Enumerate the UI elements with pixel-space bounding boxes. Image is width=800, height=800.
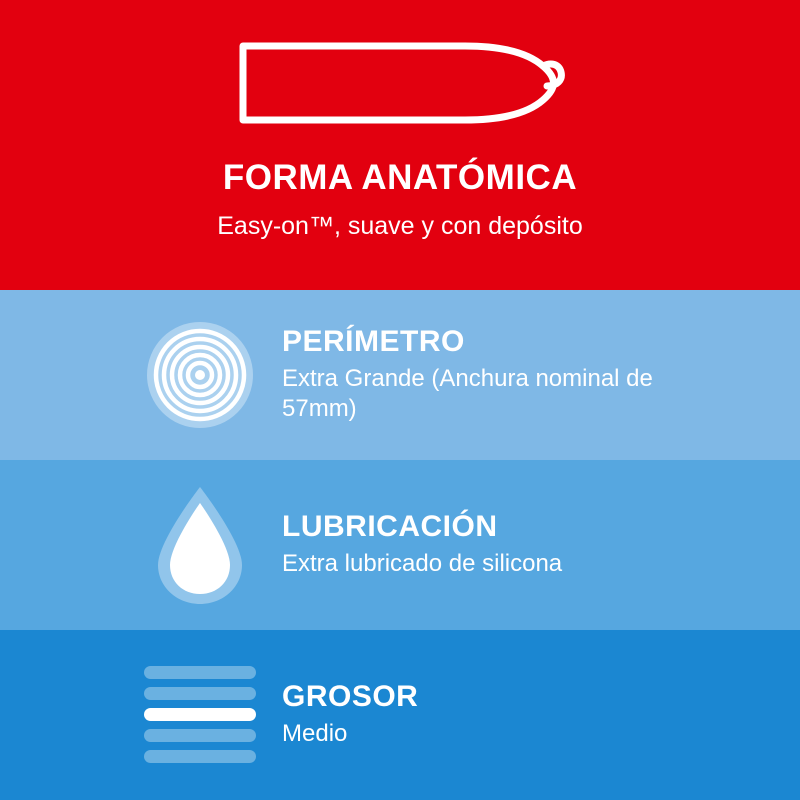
- water-drop-icon: [140, 483, 260, 608]
- feature-description: Medio: [282, 719, 348, 747]
- feature-description: Extra lubricado de silicona: [282, 549, 563, 577]
- feature-text-perimetro: [282, 326, 712, 424]
- concentric-circles-icon: [140, 320, 260, 430]
- condom-outline-icon: [235, 28, 565, 138]
- feature-text-grosor: [282, 681, 418, 749]
- hero-section: [0, 0, 800, 290]
- feature-description: Extra Grande (Anchura nominal de 57mm): [282, 364, 653, 422]
- hero-subtitle: Easy-on™, suave y con depósito: [217, 212, 583, 240]
- feature-row-perimetro: [0, 290, 800, 460]
- feature-row-lubricacion: [0, 460, 800, 630]
- feature-title: PERÍMETRO: [282, 325, 465, 359]
- feature-title: GROSOR: [282, 680, 419, 714]
- feature-text-lubricacion: [282, 511, 562, 579]
- thickness-bars-icon: [140, 660, 260, 770]
- hero-title: FORMA ANATÓMICA: [222, 158, 578, 197]
- feature-title: LUBRICACIÓN: [282, 510, 498, 544]
- feature-row-grosor: [0, 630, 800, 800]
